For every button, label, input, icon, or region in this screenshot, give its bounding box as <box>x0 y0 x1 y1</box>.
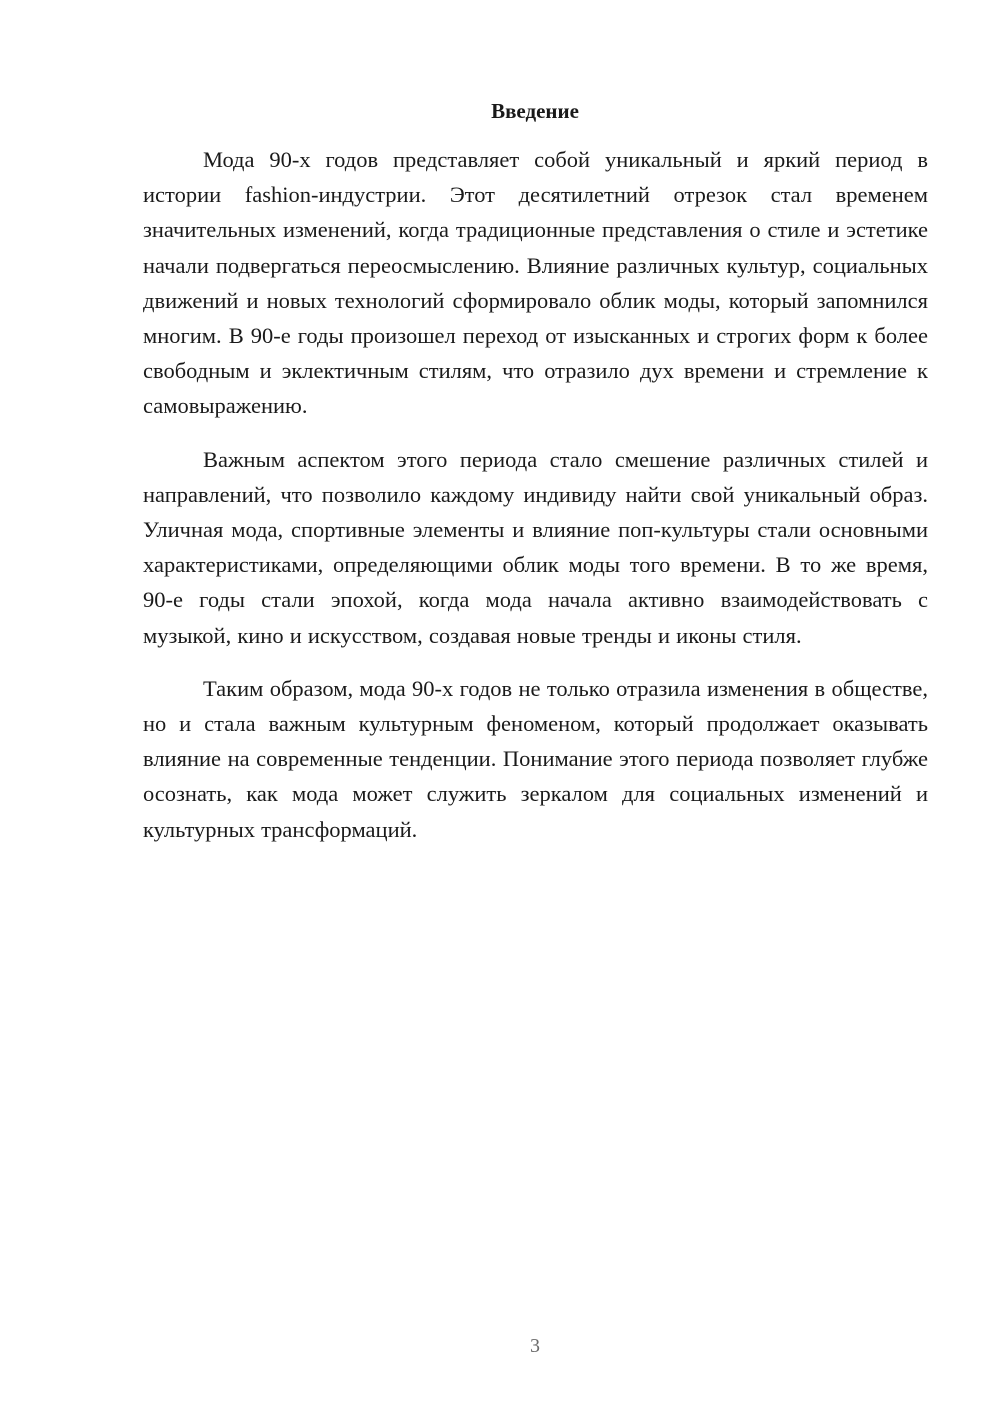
paragraph-1: Мода 90-х годов представляет собой уникальный и яркий период в истории fashion-индустрии. Этот десятилетний отрезок стал временем значительных изменений, когда традиционные представления о стиле и эстетике начали подвергаться переосмыслению. Влияние различных культур, социальных движений и новых технологий сформировало облик моды, который запомнился многим. В 90-е годы произошел переход от изысканных и строгих форм к более свободным и эклектичным стилям, что отразило дух времени и стремление к самовыражению. <box>143 147 928 419</box>
paragraph-2: Важным аспектом этого периода стало смешение различных стилей и направлений, что позволило каждому индивиду найти свой уникальный образ. Уличная мода, спортивные элементы и влияние поп-культуры стали основными характеристиками, определяющими облик моды того времени. В то же время, 90-е годы стали эпохой, когда мода начала активно взаимодействовать с музыкой, кино и искусством, создавая новые тренды и иконы стиля. <box>143 446 928 648</box>
body-text <box>143 142 928 865</box>
section-title: Введение <box>491 99 579 123</box>
paragraph-3: Таким образом, мода 90-х годов не только отразила изменения в обществе, но и стала важным культурным феноменом, который продолжает оказывать влияние на современные тенденции. Понимание этого периода позволяет глубже осознать, как мода может служить зеркалом для социальных изменений и культурных трансформаций. <box>143 675 928 842</box>
page-number: 3 <box>530 1335 540 1357</box>
